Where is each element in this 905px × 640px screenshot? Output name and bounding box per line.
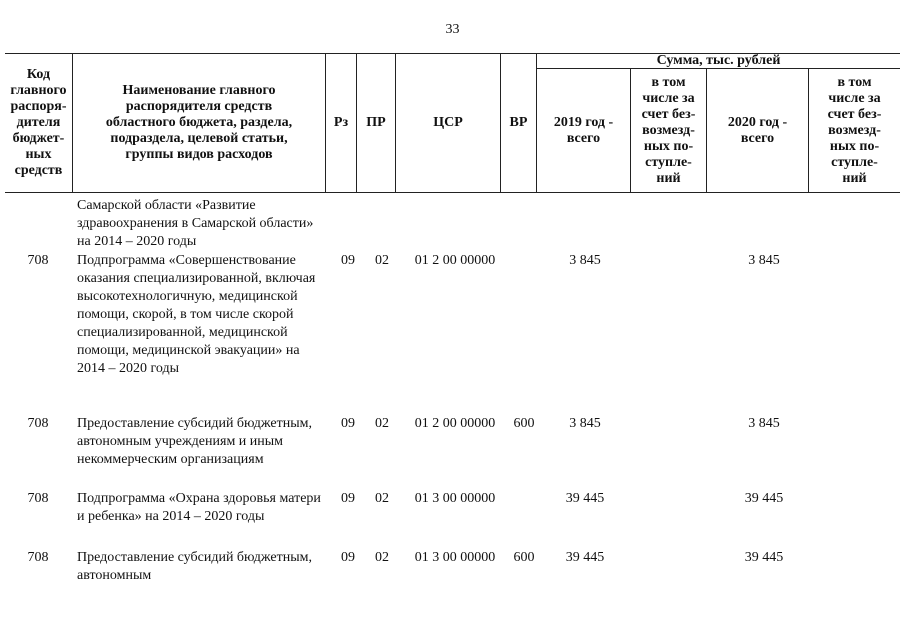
row-sum-2019: 39 445	[565, 491, 605, 506]
row-name: Подпрограмма «Совершенствование оказания специализированной, включая высокотехнологичную, медицинской помощи, скорой, в том числе скорой специализированной, медицинской помощи, медицинской эвакуации» на 2014 – 2020 годы	[77, 253, 316, 376]
header-2020: 2020 год - всего	[727, 114, 788, 146]
header-code: Код главного распоря- дителя бюджет- ных средств	[10, 66, 67, 178]
header-2020-incl: в том числе за счет без- возмезд- ных по- ступле- ний	[827, 74, 882, 186]
row-pr: 02	[375, 491, 389, 506]
header-name: Наименование главного распорядителя средств областного бюджета, раздела, подраздела, целевой статьи, группы видов расходов	[105, 82, 293, 162]
row-csr: 01 2 00 00000	[414, 253, 496, 268]
row-pr: 02	[375, 416, 389, 431]
table-header	[5, 53, 900, 193]
row-code: 708	[27, 491, 49, 506]
page-number: 33	[445, 22, 460, 37]
row-name: Подпрограмма «Охрана здоровья матери и ребенка» на 2014 – 2020 годы	[77, 491, 321, 524]
row-rz: 09	[341, 491, 355, 506]
header-vr: ВР	[509, 114, 528, 130]
row-sum-2019: 39 445	[565, 550, 605, 565]
row-sum-2020: 3 845	[748, 416, 780, 431]
row-sum-2019: 3 845	[569, 416, 601, 431]
row-vr: 600	[513, 416, 535, 431]
row-rz: 09	[341, 550, 355, 565]
row-vr: 600	[513, 550, 535, 565]
row-sum-2020: 3 845	[748, 253, 780, 268]
row-code: 708	[27, 253, 49, 268]
header-pr: ПР	[366, 114, 386, 130]
header-sum: Сумма, тыс. рублей	[656, 52, 781, 68]
row-pr: 02	[375, 253, 389, 268]
row-csr: 01 3 00 00000	[414, 550, 496, 565]
row-code: 708	[27, 416, 49, 431]
row-sum-2020: 39 445	[744, 550, 784, 565]
header-rz: Рз	[333, 114, 349, 130]
row-pr: 02	[375, 550, 389, 565]
row-sum-2020: 39 445	[744, 491, 784, 506]
header-2019: 2019 год - всего	[553, 114, 614, 146]
row-name: Предоставление субсидий бюджетным, автономным	[77, 550, 313, 583]
row-rz: 09	[341, 253, 355, 268]
header-2019-incl: в том числе за счет без- возмезд- ных по- ступле- ний	[641, 74, 696, 186]
header-csr: ЦСР	[433, 114, 463, 130]
row-code: 708	[27, 550, 49, 565]
row-rz: 09	[341, 416, 355, 431]
header-bottom-border	[5, 192, 900, 193]
row-name: Предоставление субсидий бюджетным, автономным учреждениям и иным некоммерческим организациям	[77, 416, 313, 467]
row-csr: 01 2 00 00000	[414, 416, 496, 431]
row-sum-2019: 3 845	[569, 253, 601, 268]
row-name: Самарской области «Развитие здравоохранения в Самарской области» на 2014 – 2020 годы	[77, 198, 314, 249]
row-csr: 01 3 00 00000	[414, 491, 496, 506]
